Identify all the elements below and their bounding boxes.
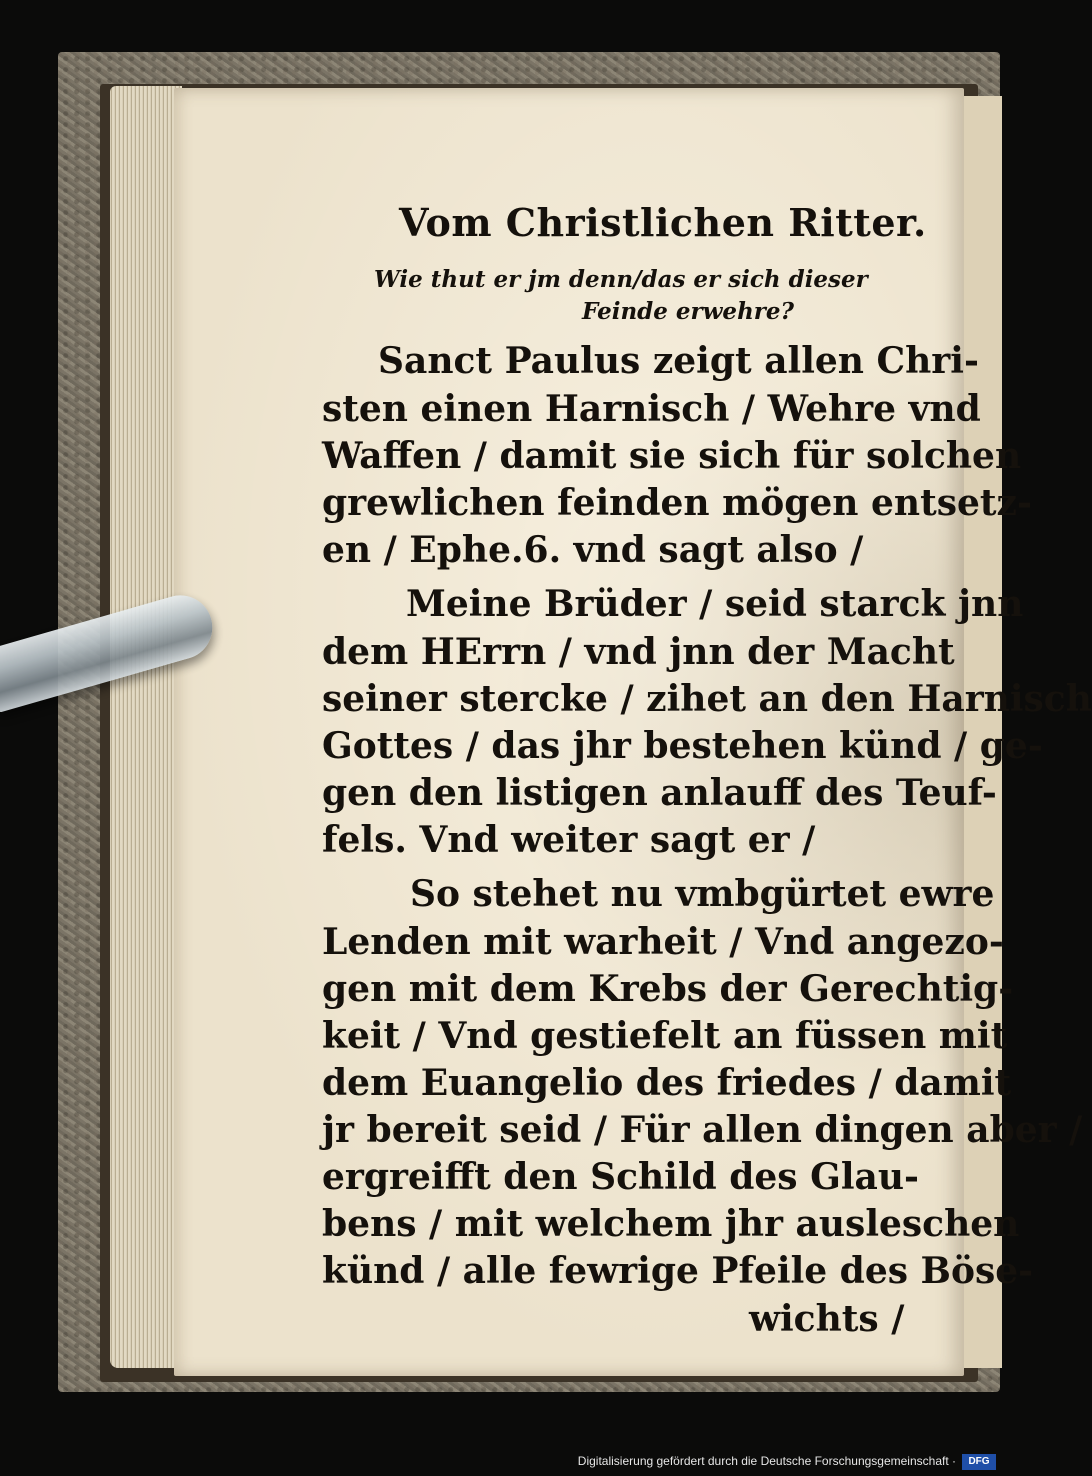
text-line: gen den listigen anlauff des Teuf- [322, 772, 997, 814]
text-line: en / Ephe.6. vnd sagt also / [322, 529, 864, 571]
text-line: dem HErrn / vnd jnn der Macht [322, 631, 955, 673]
running-head: Vom Christlichen Ritter. [399, 200, 927, 245]
catchword: wichts / [749, 1298, 905, 1340]
text-line: gen mit dem Krebs der Gerechtig- [322, 968, 1014, 1010]
text-line: ergreifft den Schild des Glau- [322, 1156, 919, 1198]
page-edges [110, 86, 182, 1368]
text-line: jr bereit seid / Für allen dingen aber / [322, 1109, 1083, 1151]
text-line: Waffen / damit sie sich für solchen [322, 435, 1022, 477]
text-line: künd / alle fewrige Pfeile des Böse- [322, 1250, 1034, 1292]
dfg-logo: DFG [962, 1454, 996, 1470]
text-line: bens / mit welchem jhr ausleschen [322, 1203, 1020, 1245]
text-line: Meine Brüder / seid starck jnn [406, 583, 1024, 625]
text-line: grewlichen feinden mögen entsetz- [322, 482, 1032, 524]
book-leaf [174, 88, 1092, 1376]
text-line: fels. Vnd weiter sagt er / [322, 819, 816, 861]
text-line: Lenden mit warheit / Vnd angezo- [322, 921, 1004, 963]
text-line: dem Euangelio des friedes / damit [322, 1062, 1012, 1104]
text-line: keit / Vnd gestiefelt an füssen mit [322, 1015, 1008, 1057]
text-line: seiner stercke / zihet an den Harnisch [322, 678, 1092, 720]
question-line: Feinde erwehre? [582, 298, 795, 325]
text-line: Gottes / das jhr bestehen künd / ge- [322, 725, 1043, 767]
text-line: So stehet nu vmbgürtet ewre [410, 873, 995, 915]
digitization-credit: Digitalisierung gefördert durch die Deutsche Forschungsgemeinschaft · [577, 1454, 956, 1468]
text-line: Sanct Paulus zeigt allen Chri- [378, 340, 979, 382]
text-line: sten einen Harnisch / Wehre vnd [322, 388, 981, 430]
question-line: Wie thut er jm denn/das er sich dieser [374, 266, 868, 293]
